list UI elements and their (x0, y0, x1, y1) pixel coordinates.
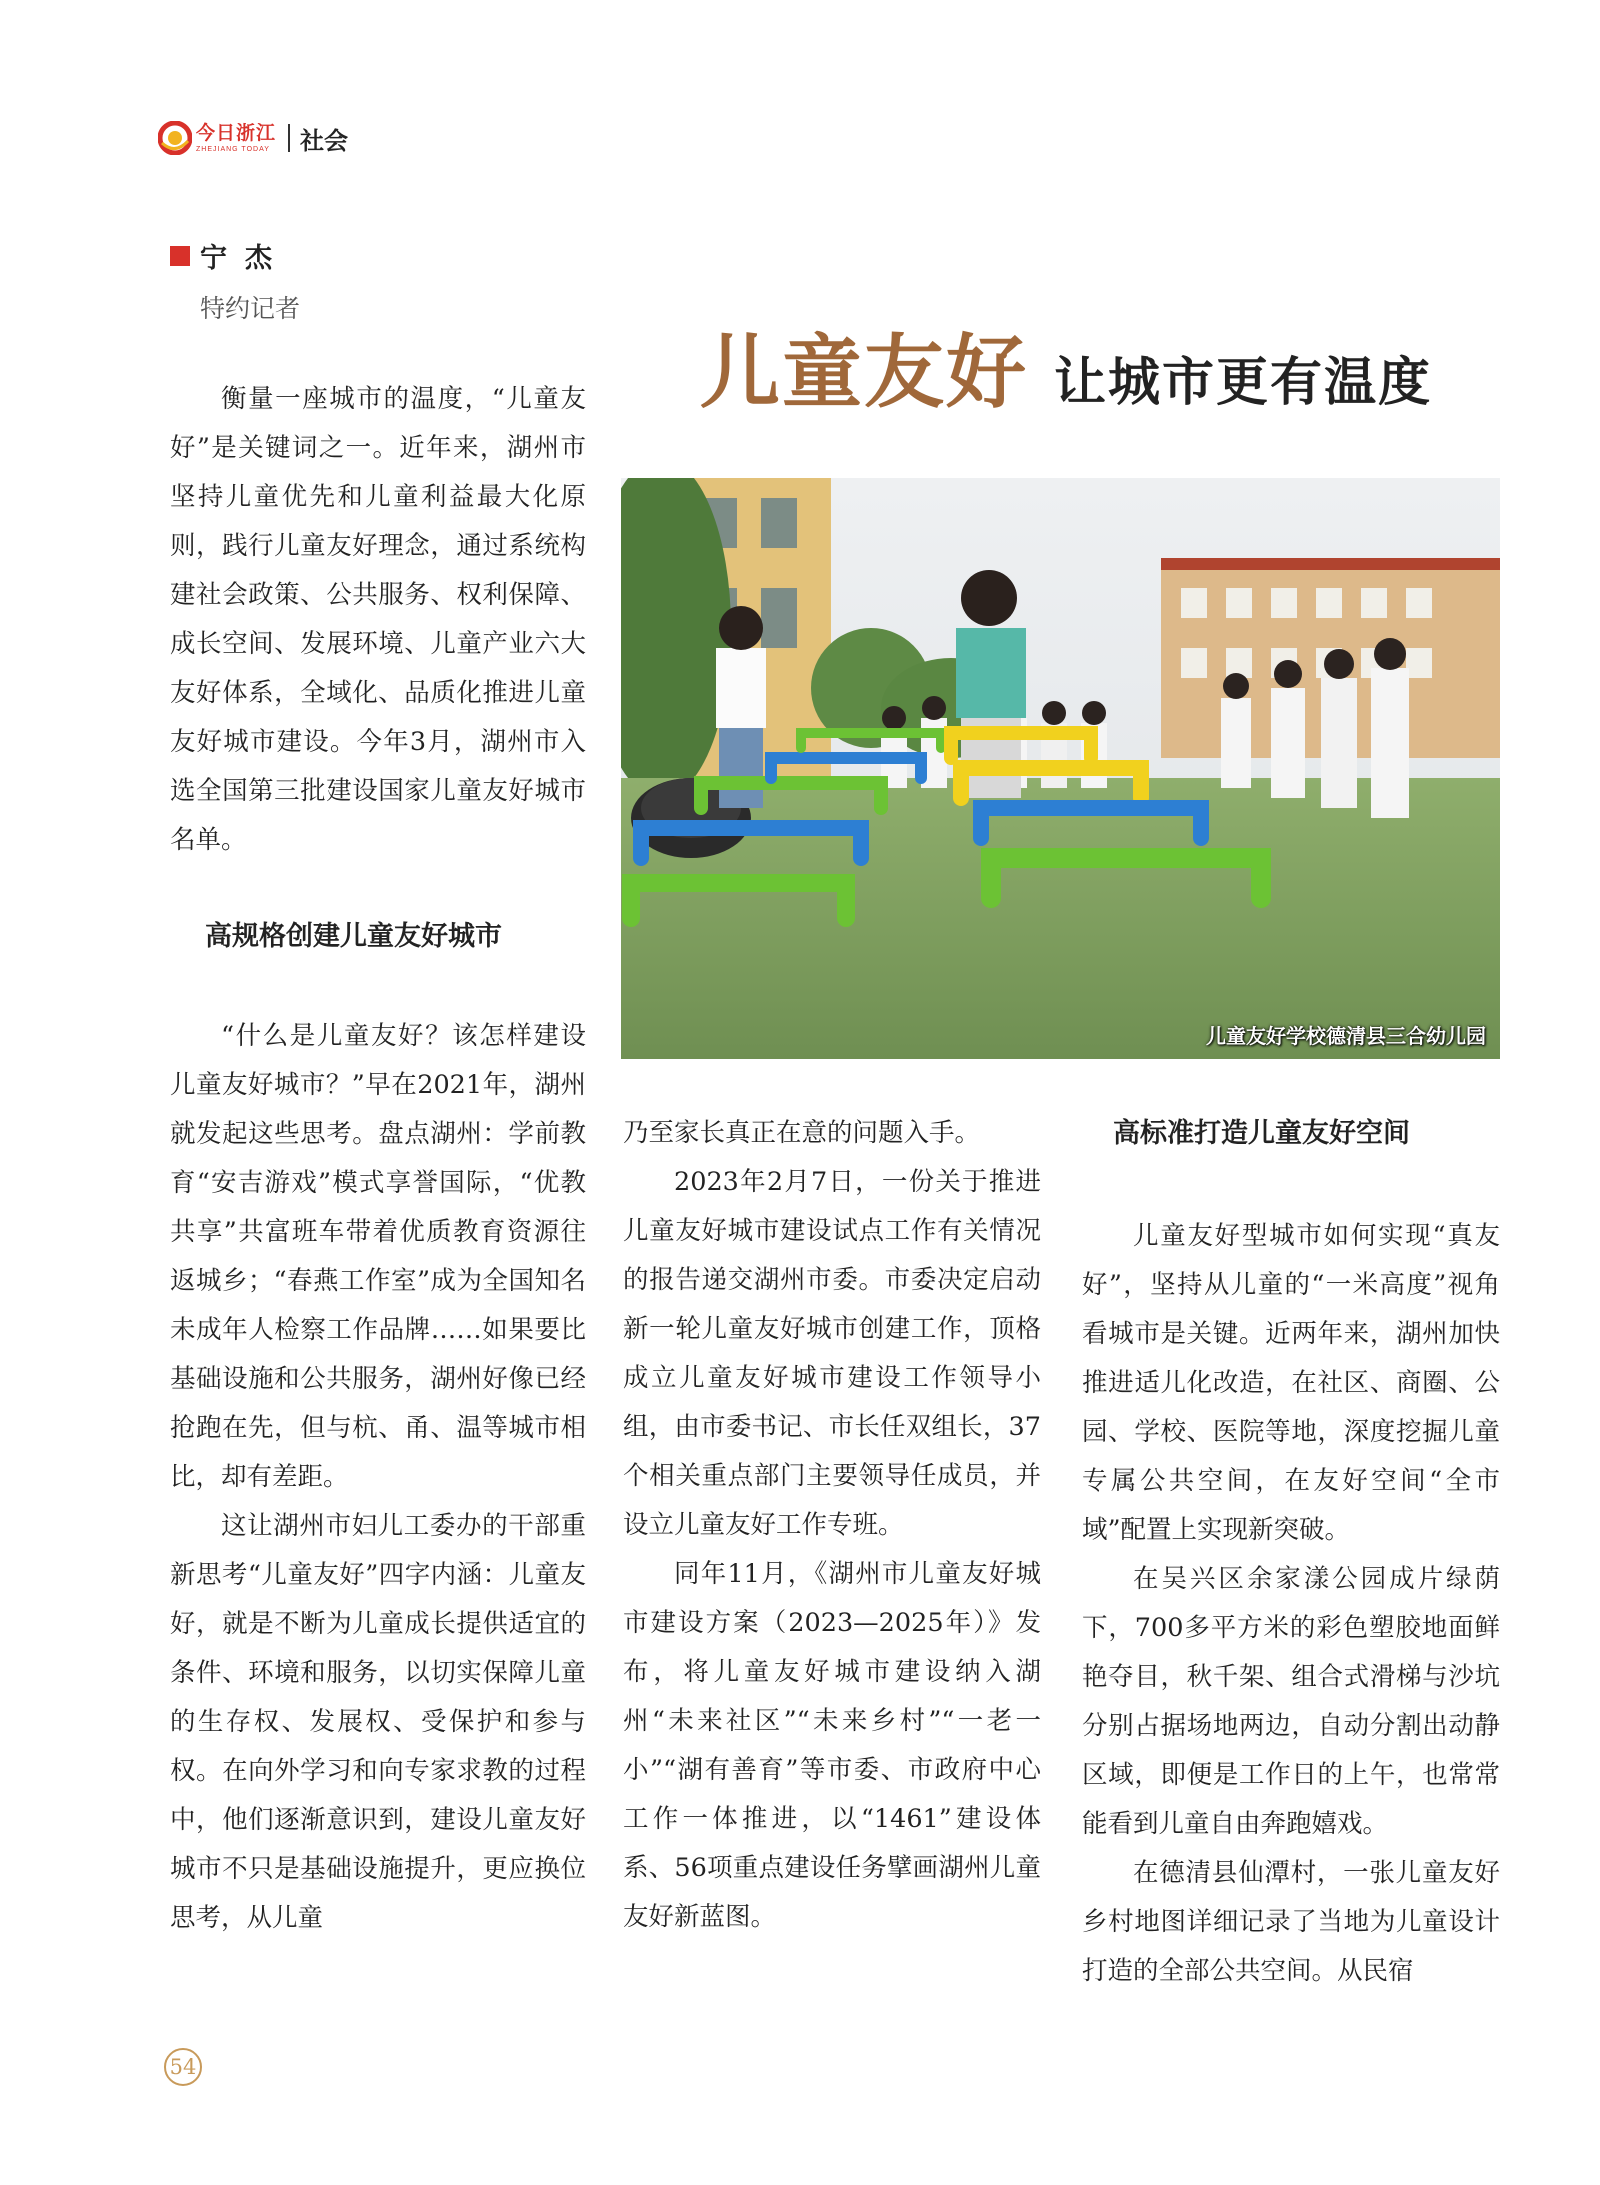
section-name: 社会 (300, 126, 349, 155)
section1-paragraph-2: 这让湖州市妇儿工委办的干部重新思考“儿童友好”四字内涵：儿童友好，就是不断为儿童成长提供适宜的条件、环境和服务，以切实保障儿童的生存权、发展权、受保护和参与权。在向外学习和向专家求教的过程中，他们逐渐意识到，建设儿童友好城市不只是基础设施提升，更应换位思考，从儿童 (170, 1511, 586, 1933)
logo-en-text: ZHEJIANG TODAY (196, 145, 270, 153)
article-intro (170, 375, 586, 865)
author-role: 特约记者 (200, 294, 301, 323)
page-number: 54 (164, 2048, 202, 2086)
column-3-body (1082, 1212, 1500, 1996)
logo-icon (158, 121, 192, 155)
section1-paragraph-3: 2023年2月7日，一份关于推进儿童友好城市建设试点工作有关情况的报告递交湖州市委。市委决定启动新一轮儿童友好城市创建工作，顶格成立儿童友好城市建设工作领导小组，由市委书记、市长任双组长，37个相关重点部门主要领导任成员，并设立儿童友好工作专班。 (623, 1167, 1041, 1540)
article-photo (621, 478, 1500, 1059)
byline (170, 236, 300, 325)
section2-paragraph-1: 儿童友好型城市如何实现“真友好”，坚持从儿童的“一米高度”视角看城市是关键。近两年来，湖州加快推进适儿化改造，在社区、商圈、公园、学校、医院等地，深度挖掘儿童专属公共空间，在友好空间“全市域”配置上实现新突破。 (1082, 1221, 1500, 1545)
section1-heading: 高规格创建儿童友好城市 (205, 921, 502, 952)
photo-illustration (621, 478, 1500, 1059)
author-row (170, 236, 300, 275)
section1-paragraph-4: 同年11月，《湖州市儿童友好城市建设方案（2023—2025年）》发布，将儿童友好城市建设纳入湖州“未来社区”“未来乡村”“一老一小”“湖有善育”等市委、市政府中心工作一体推进，以“1461”建设体系、56项重点建设任务擘画湖州儿童友好新蓝图。 (623, 1559, 1041, 1932)
logo-cn-text: 今日浙江 (196, 121, 277, 144)
photo-caption: 儿童友好学校德清县三合幼儿园 (1206, 1024, 1486, 1048)
column-1-body (170, 1012, 586, 1943)
section1-paragraph-2-continued: 乃至家长真正在意的问题入手。 (623, 1118, 981, 1148)
intro-paragraph: 衡量一座城市的温度，“儿童友好”是关键词之一。近年来，湖州市坚持儿童优先和儿童利益最大化原则，践行儿童友好理念，通过系统构建社会政策、公共服务、权利保障、成长空间、发展环境、儿童产业六大友好体系，全域化、品质化推进儿童友好城市建设。今年3月，湖州市入选全国第三批建设国家儿童友好城市名单。 (170, 384, 586, 855)
author-name: 宁杰 (200, 243, 290, 274)
section2-heading-wrap (1113, 1109, 1410, 1158)
headline-main: 儿童友好 (700, 326, 1028, 419)
author-marker-icon (170, 246, 190, 266)
section1-heading-wrap (205, 912, 502, 961)
section2-heading: 高标准打造儿童友好空间 (1113, 1118, 1410, 1149)
logo-wordmark (196, 121, 277, 153)
headline-sub: 让城市更有温度 (1054, 352, 1433, 413)
page-header (158, 118, 348, 158)
section2-paragraph-2: 在吴兴区余家漾公园成片绿荫下，700多平方米的彩色塑胶地面鲜艳夺目，秋千架、组合式滑梯与沙坑分别占据场地两边，自动分割出动静区域，即便是工作日的上午，也常常能看到儿童自由奔跑嬉戏。 (1082, 1564, 1500, 1839)
column-2-body (623, 1109, 1041, 1942)
section1-paragraph-1: “什么是儿童友好？该怎样建设儿童友好城市？”早在2021年，湖州就发起这些思考。盘点湖州：学前教育“安吉游戏”模式享誉国际，“优教共享”共富班车带着优质教育资源往返城乡；“春燕工作室”成为全国知名未成年人检察工作品牌……如果要比基础设施和公共服务，湖州好像已经抢跑在先，但与杭、甬、温等城市相比，却有差距。 (170, 1021, 586, 1492)
headline (700, 308, 1460, 423)
header-divider (288, 124, 290, 152)
section2-paragraph-3: 在德清县仙潭村，一张儿童友好乡村地图详细记录了当地为儿童设计打造的全部公共空间。从民宿 (1082, 1858, 1500, 1986)
